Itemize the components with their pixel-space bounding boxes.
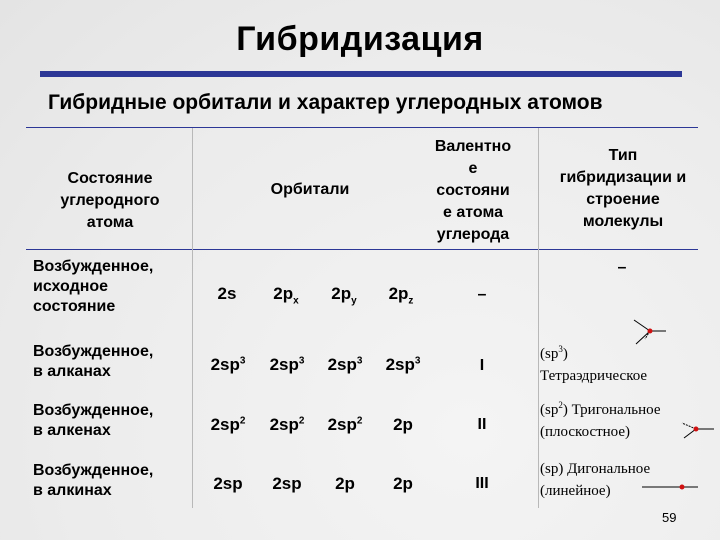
orbital-cell: $2p_z$ [388,284,414,307]
orbital-cell: $2p_x$ [273,284,299,307]
orbital-cell: 2p [393,474,413,493]
orbital-cell: $2sp^3$ [327,355,363,374]
orbital-cell: 2p [335,474,355,493]
hybridization-cell: – [617,259,627,276]
orbital-cell: 2sp [213,474,243,493]
title-underline [40,71,682,77]
linear-geometry-icon [640,482,700,492]
valence-cell: II [477,416,487,433]
page-number: 59 [662,510,677,525]
hybridization-cell: $(sp^3)$ Тетраэдрическое [540,344,648,384]
table-header-rule [26,249,698,250]
row-state-label: Возбужденное, в алкинах [33,462,154,499]
tetrahedral-geometry-icon [628,318,668,346]
header-orbitals: Орбитали [270,181,350,198]
header-valence-state: Валентно е состояни е атома углерода [434,138,512,243]
header-state: Состояние углеродного атома [60,170,160,231]
orbital-cell: 2s [217,284,237,303]
table-top-rule [26,127,698,128]
hybridization-cell: (sp) Дигональное (линейное) [540,461,651,499]
orbital-cell: $2sp^2$ [210,415,246,434]
valence-cell: – [477,286,487,303]
orbital-cell: 2p [393,415,413,434]
orbital-cell: $2sp^2$ [269,415,305,434]
orbital-cell: $2sp^3$ [269,355,305,374]
slide-title: Гибридизация [236,20,484,58]
header-hybridization-type: Тип гибридизации и строение молекулы [559,147,687,230]
valence-cell: III [475,475,489,492]
trigonal-geometry-icon [678,420,716,440]
orbital-cell: 2sp [272,474,302,493]
hybridization-cell: $(sp^2)$ Тригональное (плоскостное) [540,400,661,440]
orbital-cell: $2sp^2$ [327,415,363,434]
valence-cell: I [479,357,485,374]
slide-subtitle: Гибридные орбитали и характер углеродных атомов [48,91,603,114]
row-state-label: Возбужденное, в алкенах [33,402,154,439]
row-state-label: Возбужденное, в алканах [33,343,154,380]
orbital-cell: $2sp^3$ [385,355,421,374]
orbital-cell: $2p_y$ [331,284,357,307]
row-state-label: Возбужденное, исходное состояние [33,258,154,315]
col-separator [192,128,193,508]
orbital-cell: $2sp^3$ [210,355,246,374]
